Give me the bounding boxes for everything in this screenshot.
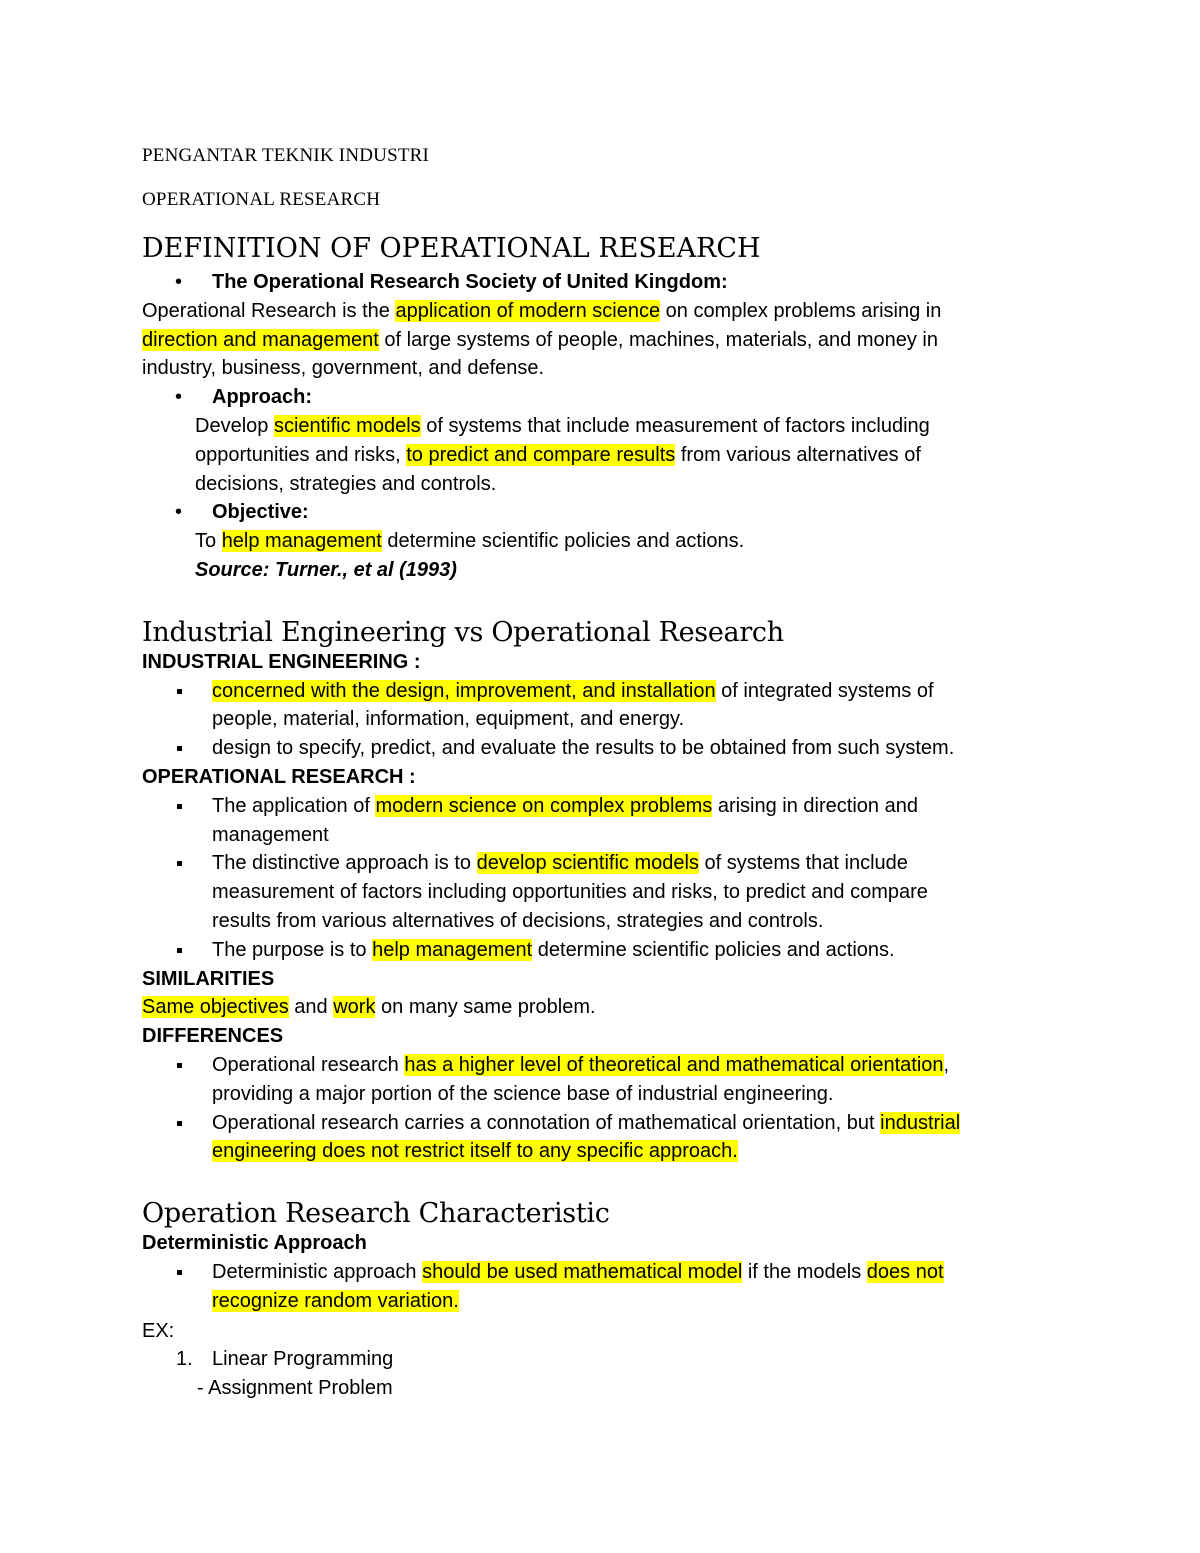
list-item: [142, 1109, 1082, 1167]
item-text: Operational research carries a connotation of mathematical orientation, but: [212, 1111, 881, 1134]
or-label: OPERATIONAL RESEARCH :: [142, 765, 416, 788]
square-bullet-icon: [177, 746, 182, 751]
ie-list: [142, 677, 1082, 763]
ie-label: INDUSTRIAL ENGINEERING :: [142, 650, 421, 673]
square-bullet-icon: [177, 1270, 182, 1275]
or-list: [142, 792, 1082, 965]
sim-text: on many same problem.: [375, 996, 596, 1019]
approach-bullet: [142, 383, 1082, 412]
approach-paragraph: [142, 412, 1082, 498]
society-label: The Operational Research Society of United Kingdom:: [212, 271, 728, 293]
list-item: [142, 1051, 1082, 1109]
def-text: of large systems of people, machines, materials, and money in: [378, 328, 938, 351]
highlight-industrial: industrial: [880, 1111, 961, 1134]
characteristic-heading: Operation Research Characteristic: [142, 1198, 610, 1230]
item-text: The distinctive approach is to: [212, 852, 477, 875]
differences-list: [142, 1051, 1082, 1166]
similarities-text: [142, 993, 1082, 1022]
approach-text: from various alternatives of: [675, 443, 921, 466]
highlight-mathematical-model: should be used mathematical model: [422, 1260, 743, 1283]
item-text: management: [212, 823, 329, 846]
similarities-label: SIMILARITIES: [142, 967, 275, 990]
sub-item: - Assignment Problem: [197, 1377, 393, 1400]
bullet-icon: •: [175, 501, 183, 524]
item-text: The application of: [212, 794, 376, 817]
def-text: on complex problems arising in: [660, 299, 942, 322]
item-number: 1.: [176, 1348, 193, 1371]
society-bullet: [142, 268, 1082, 297]
item-text: determine scientific policies and actions.: [532, 938, 895, 961]
item-text: if the models: [742, 1260, 867, 1283]
source-citation: Source: Turner., et al (1993): [195, 558, 457, 581]
deterministic-list: [142, 1258, 1082, 1316]
item-text: Operational research: [212, 1053, 405, 1076]
item-text: of integrated systems of: [715, 679, 934, 702]
definition-heading: DEFINITION OF OPERATIONAL RESEARCH: [142, 233, 761, 264]
highlight-help-management: help management: [372, 938, 533, 961]
highlight-does-not: does not: [866, 1260, 944, 1283]
highlight-modern-science: modern science on complex problems: [375, 794, 713, 817]
highlight-random-variation: recognize random variation.: [212, 1289, 459, 1312]
ie-vs-or-heading: Industrial Engineering vs Operational Research: [142, 616, 784, 648]
objective-bullet: [142, 498, 1082, 527]
square-bullet-icon: [177, 804, 182, 809]
objective-label: Objective:: [212, 501, 309, 524]
highlight-help-management: help management: [221, 530, 382, 553]
sim-text: and: [288, 996, 334, 1019]
list-item: [142, 792, 1082, 850]
highlight-work: work: [333, 996, 376, 1019]
highlight-application: application of modern science: [395, 299, 661, 322]
approach-label: Approach:: [212, 386, 312, 409]
approach-text: decisions, strategies and controls.: [195, 472, 497, 495]
objective-list: [142, 498, 1082, 527]
square-bullet-icon: [177, 948, 182, 953]
highlight-same-objectives: Same objectives: [142, 996, 289, 1019]
document-content: [142, 140, 1082, 1403]
item-text: ,: [943, 1053, 950, 1076]
item-text: Deterministic approach: [212, 1260, 423, 1283]
square-bullet-icon: [177, 861, 182, 866]
definition-paragraph: [142, 297, 1082, 383]
square-bullet-icon: [177, 1063, 182, 1068]
topic-title: OPERATIONAL RESEARCH: [142, 189, 381, 210]
square-bullet-icon: [177, 689, 182, 694]
def-text: industry, business, government, and defense.: [142, 357, 545, 380]
highlight-engineering: engineering does not restrict itself to any specific approach.: [212, 1140, 738, 1163]
list-item: [142, 936, 1082, 965]
definition-list: [142, 268, 1082, 297]
highlight-develop-models: develop scientific models: [476, 852, 699, 875]
numbered-item: [142, 1345, 1082, 1374]
example-label: EX:: [142, 1319, 175, 1342]
deterministic-label: Deterministic Approach: [142, 1232, 367, 1255]
approach-text: of systems that include measurement of factors including: [420, 414, 930, 437]
objective-text: To: [195, 530, 222, 553]
item-text: measurement of factors including opportunities and risks, to predict and compare: [212, 881, 928, 904]
bullet-icon: •: [175, 386, 183, 409]
item-text: arising in direction and: [712, 794, 918, 817]
objective-paragraph: [142, 527, 1082, 585]
differences-label: DIFFERENCES: [142, 1025, 284, 1048]
list-item: [142, 1258, 1082, 1316]
course-title: PENGANTAR TEKNIK INDUSTRI: [142, 145, 430, 166]
approach-list: [142, 383, 1082, 412]
list-item: [142, 849, 1082, 935]
list-item: [142, 734, 1082, 763]
highlight-direction: direction and management: [142, 328, 379, 351]
highlight-scientific-models: scientific models: [273, 414, 421, 437]
square-bullet-icon: [177, 1121, 182, 1126]
item-text: Linear Programming: [212, 1348, 394, 1371]
list-item: [142, 677, 1082, 735]
approach-text: Develop: [195, 414, 274, 437]
def-text: Operational Research is the: [142, 299, 396, 322]
item-text: providing a major portion of the science base of industrial engineering.: [212, 1082, 834, 1105]
item-text: of systems that include: [698, 852, 908, 875]
item-text: The purpose is to: [212, 938, 373, 961]
item-text: results from various alternatives of decisions, strategies and controls.: [212, 909, 824, 932]
highlight-higher-level: has a higher level of theoretical and mathematical orientation: [404, 1053, 944, 1076]
item-text: people, material, information, equipment, and energy.: [212, 708, 685, 731]
highlight-concerned: concerned with the design, improvement, and installation: [212, 679, 716, 702]
bullet-icon: •: [175, 271, 183, 293]
approach-text: opportunities and risks,: [195, 443, 407, 466]
highlight-predict: to predict and compare results: [406, 443, 676, 466]
item-text: design to specify, predict, and evaluate the results to be obtained from such system.: [212, 737, 955, 760]
objective-text: determine scientific policies and actions.: [381, 530, 745, 553]
